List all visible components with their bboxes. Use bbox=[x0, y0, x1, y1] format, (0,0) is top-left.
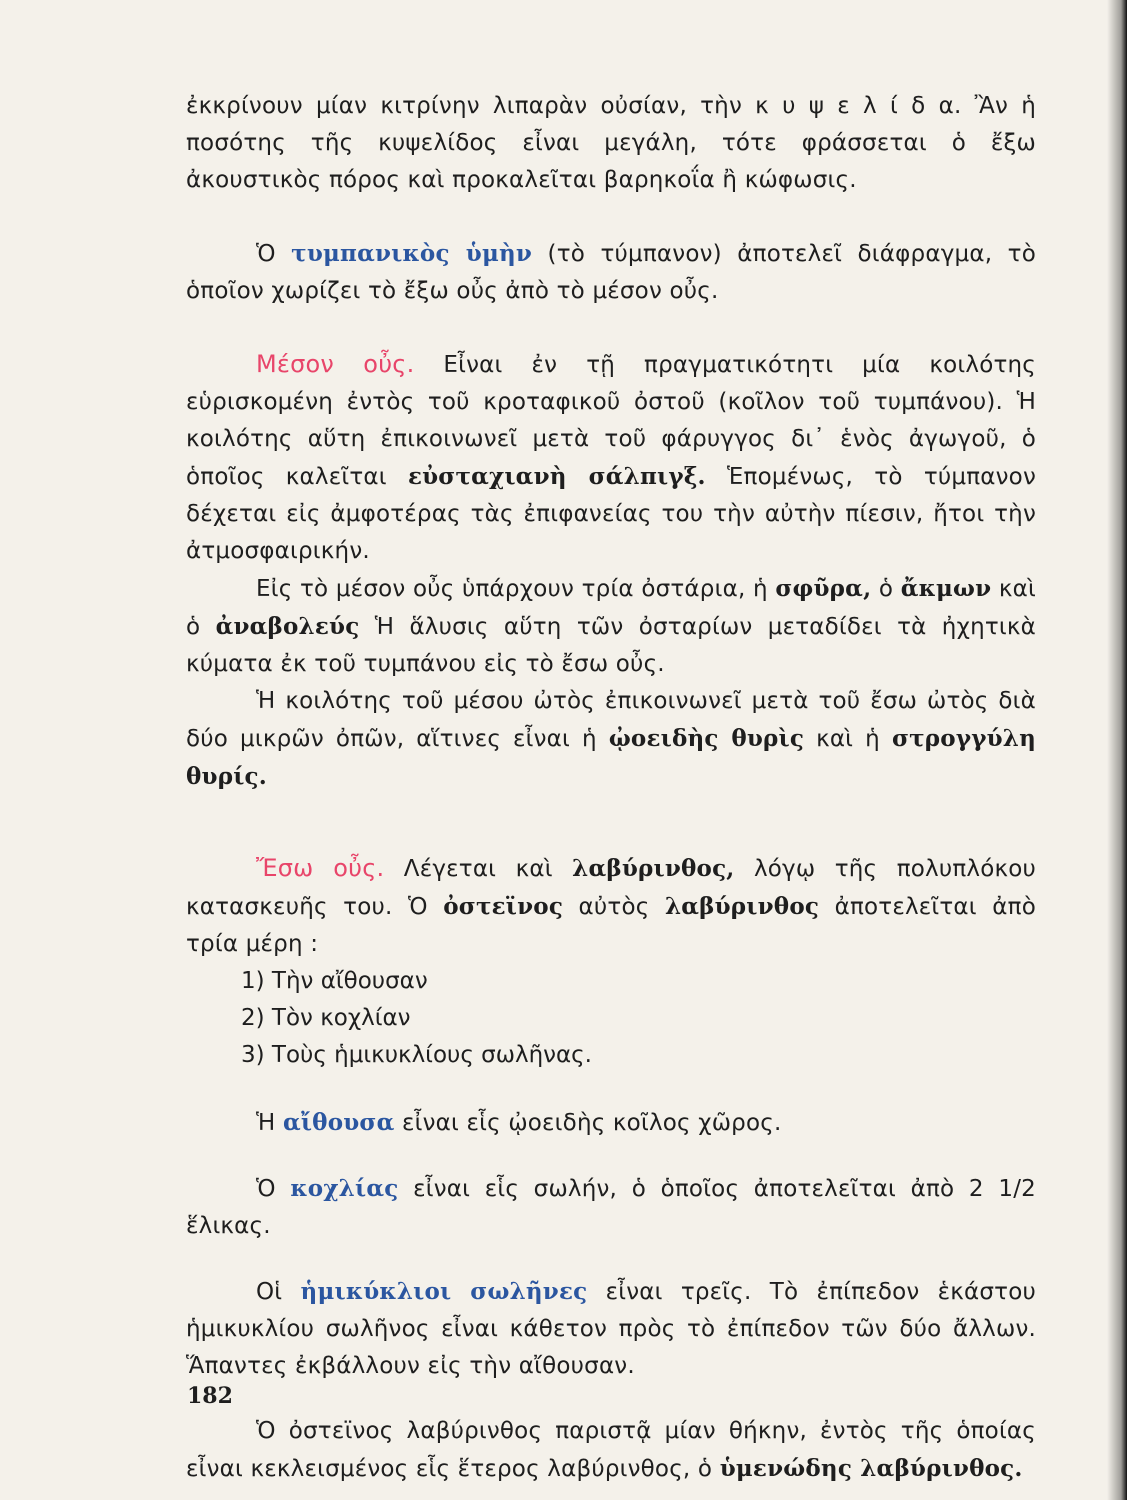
parts-list bbox=[186, 963, 1036, 1074]
term-round-window: στρογγύλη θυρίς. bbox=[186, 725, 1036, 790]
list-item: 1) Τὴν αἴθουσαν bbox=[241, 968, 428, 994]
page-edge-shadow bbox=[1107, 0, 1127, 1500]
paragraph-middle-ear: Μέσον οὖς. Εἶναι ἐν τῇ πραγματικότητι μία κοιλότης εὑρισκομένη ἐντὸς τοῦ κροταφικοῦ ὀστοῦ (κοῖλον τοῦ τυμπάνου). Ἡ κοιλότης αὕτη ἐπικοινωνεῖ μετὰ τοῦ φάρυγγος δι᾽ ἑνὸς ἀγωγοῦ, ὁ ὁποῖος καλεῖται εὐσταχιανὴ σάλπιγξ. Ἑπομένως, τὸ τύμπανον δέχεται εἰς ἀμφοτέρας τὰς ἐπιφανείας του τὴν αὐτὴν πίεσιν, ἤτοι τὴν ἀτμοσφαιρικήν. bbox=[186, 350, 1036, 564]
term-anvil: ἄκμων bbox=[900, 575, 992, 602]
paragraph-cochlea: Ὁ κοχλίας εἶναι εἷς σωλήν, ὁ ὁποῖος ἀποτελεῖται ἀπὸ 2 1/2 ἕλικας. bbox=[186, 1175, 1037, 1239]
term-membranous-labyrinth: ὑμενώδης λαβύρινθος. bbox=[719, 1455, 1023, 1482]
term-labyrinth: λαβύρινθος, bbox=[572, 855, 735, 882]
paragraph-vestibule: Ἡ αἴθουσα εἶναι εἷς ᾠοειδὴς κοῖλος χῶρος. bbox=[256, 1109, 782, 1136]
term-oval-window: ᾠοειδὴς θυρὶς bbox=[608, 725, 805, 752]
term-eardrum: τυμπανικὸς ὑμὴν bbox=[291, 240, 533, 267]
paragraph-eardrum: Ὁ τυμπανικὸς ὑμὴν (τὸ τύμπανον) ἀποτελεῖ διάφραγμα, τὸ ὁποῖον χωρίζει τὸ ἔξω οὖς ἀπὸ τὸ μέσον οὖς. bbox=[186, 240, 1036, 304]
paragraph-membranous-labyrinth: Ὁ ὀστεϊνος λαβύρινθος παριστᾷ μίαν θήκην, ἐντὸς τῆς ὁποίας εἶναι κεκλεισμένος εἷς ἕτερος λαβύρινθος, ὁ ὑμενώδης λαβύρινθος. bbox=[186, 1418, 1036, 1482]
paragraph-inner-ear: Ἔσω οὖς. Λέγεται καὶ λαβύρινθος, λόγῳ τῆς πολυπλόκου κατασκευῆς του. Ὁ ὀστεϊνος αὐτὸς λαβύρινθος ἀποτελεῖται ἀπὸ τρία μέρη : bbox=[186, 854, 1037, 957]
term-eustachian-tube: εὐσταχιανὴ σάλπιγξ. bbox=[407, 463, 706, 490]
heading-middle-ear: Μέσον οὖς. bbox=[256, 350, 415, 378]
paragraph-cerumen: ἐκκρίνουν μίαν κιτρίνην λιπαρὰν οὐσίαν, τὴν κ υ ψ ε λ ί δ α. Ἂν ἡ ποσότης τῆς κυψελίδος εἶναι μεγάλη, τότε φράσσεται ὁ ἔξω ἀκουστικὸς πόρος καὶ προκαλεῖται βαρηκοΐα ἢ κώφωσις. bbox=[186, 93, 1036, 193]
term-hammer: σφῦρα, bbox=[775, 575, 872, 602]
term-stirrup: ἀναβολεύς bbox=[215, 613, 360, 640]
heading-inner-ear: Ἔσω οὖς. bbox=[256, 854, 385, 882]
term-vestibule: αἴθουσα bbox=[282, 1109, 395, 1136]
paragraph-windows: Ἡ κοιλότης τοῦ μέσου ὠτὸς ἐπικοινωνεῖ μετὰ τοῦ ἔσω ὠτὸς διὰ δύο μικρῶν ὀπῶν, αἵτινες εἶναι ἡ ᾠοειδὴς θυρὶς καὶ ἡ στρογγύλη θυρίς. bbox=[186, 688, 1036, 790]
page-number: 182 bbox=[187, 1383, 233, 1409]
term-bony: ὀστεϊνος bbox=[443, 893, 564, 920]
term-semicircular-canals: ἡμικύκλιοι σωλῆνες bbox=[300, 1278, 588, 1305]
term-cerumen: κ υ ψ ε λ ί δ α. bbox=[755, 93, 962, 119]
paragraph-semicircular-canals: Οἱ ἡμικύκλιοι σωλῆνες εἶναι τρεῖς. Τὸ ἐπίπεδον ἑκάστου ἡμικυκλίου σωλῆνος εἶναι κάθετον πρὸς τὸ ἐπίπεδον τῶν δύο ἄλλων. Ἅπαντες ἐκβάλλουν εἰς τὴν αἴθουσαν. bbox=[186, 1278, 1036, 1379]
list-item: 3) Τοὺς ἡμικυκλίους σωλῆνας. bbox=[241, 1042, 592, 1068]
page-content bbox=[186, 88, 1036, 1488]
term-labyrinth-2: λαβύρινθος bbox=[664, 893, 820, 920]
term-cochlea: κοχλίας bbox=[290, 1175, 399, 1202]
list-item: 2) Τὸν κοχλίαν bbox=[241, 1005, 411, 1031]
paragraph-ossicles: Εἰς τὸ μέσον οὖς ὑπάρχουν τρία ὀστάρια, ἡ σφῦρα, ὁ ἄκμων καὶ ὁ ἀναβολεύς Ἡ ἅλυσις αὕτη τῶν ὀσταρίων μεταδίδει τὰ ἠχητικὰ κύματα ἐκ τοῦ τυμπάνου εἰς τὸ ἔσω οὖς. bbox=[186, 575, 1036, 677]
